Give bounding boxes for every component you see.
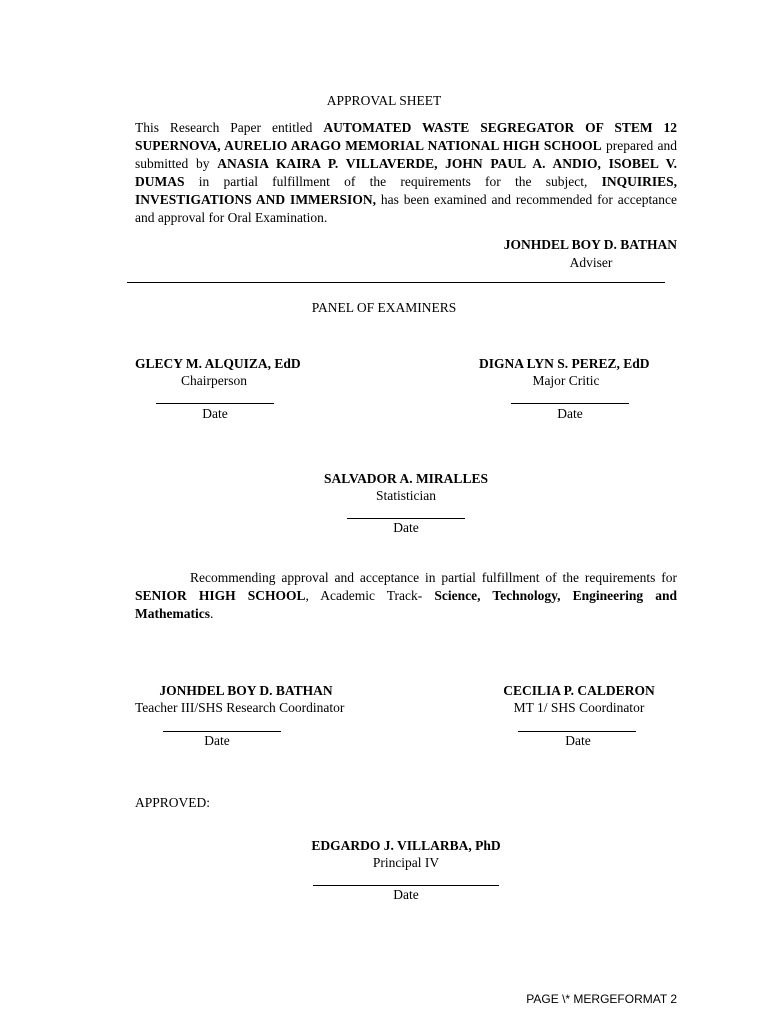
- chairperson-signature-line: [156, 403, 274, 404]
- major-critic-signature-line: [511, 403, 629, 404]
- approved-label: APPROVED:: [135, 795, 211, 810]
- page-title: APPROVAL SHEET: [326, 93, 442, 108]
- adviser-signature-line: [127, 282, 665, 283]
- adviser-role: Adviser: [569, 255, 613, 270]
- intro-text-2: prepared and submitted by: [135, 138, 677, 171]
- chairperson-name: GLECY M. ALQUIZA, EdD: [135, 356, 301, 371]
- subject-name: INQUIRIES, INVESTIGATIONS AND IMMERSION,: [135, 174, 677, 207]
- research-coordinator-role: Teacher III/SHS Research Coordinator: [135, 700, 345, 715]
- statistician-date: Date: [393, 520, 419, 535]
- shs-coordinator-date: Date: [565, 733, 591, 748]
- intro-text-3: in partial fulfillment of the requirements for the subject,: [184, 174, 602, 189]
- authors: ANASIA KAIRA P. VILLAVERDE, JOHN PAUL A. ANDIO, ISOBEL V. DUMAS: [135, 156, 677, 189]
- recommendation-paragraph: [135, 569, 677, 623]
- page-number-field: PAGE \* MERGEFORMAT 2: [526, 992, 677, 1006]
- principal-role: Principal IV: [372, 855, 440, 870]
- principal-date: Date: [393, 887, 419, 902]
- major-critic-name: DIGNA LYN S. PEREZ, EdD: [479, 356, 650, 371]
- adviser-name: JONHDEL BOY D. BATHAN: [503, 237, 677, 252]
- intro-paragraph: [135, 119, 677, 227]
- major-critic-role: Major Critic: [532, 373, 600, 388]
- recommend-text-1: Recommending approval and acceptance in partial fulfillment of the requirements for: [190, 570, 677, 585]
- recommend-text-2: , Academic Track-: [305, 588, 435, 603]
- program-name: SENIOR HIGH SCHOOL: [135, 588, 306, 603]
- track-name: Science, Technology, Engineering and Mathematics: [135, 588, 677, 621]
- intro-text-1: This Research Paper entitled: [135, 120, 324, 135]
- shs-coordinator-role: MT 1/ SHS Coordinator: [513, 700, 645, 715]
- recommend-text-3: .: [209, 606, 214, 621]
- statistician-name: SALVADOR A. MIRALLES: [324, 471, 488, 486]
- major-critic-date: Date: [557, 406, 583, 421]
- panel-heading: PANEL OF EXAMINERS: [311, 300, 457, 315]
- shs-coordinator-name: CECILIA P. CALDERON: [503, 683, 655, 698]
- intro-text-4: has been examined and recommended for acceptance and approval for Oral Examination.: [135, 192, 678, 225]
- statistician-role: Statistician: [376, 488, 436, 503]
- chairperson-date: Date: [202, 406, 228, 421]
- research-coordinator-date: Date: [204, 733, 230, 748]
- principal-name: EDGARDO J. VILLARBA, PhD: [311, 838, 501, 853]
- chairperson-role: Chairperson: [181, 373, 247, 388]
- research-title: AUTOMATED WASTE SEGREGATOR OF STEM 12 SUPERNOVA, AURELIO ARAGO MEMORIAL NATIONAL HIGH SCHOOL: [135, 120, 677, 153]
- research-coordinator-name: JONHDEL BOY D. BATHAN: [159, 683, 333, 698]
